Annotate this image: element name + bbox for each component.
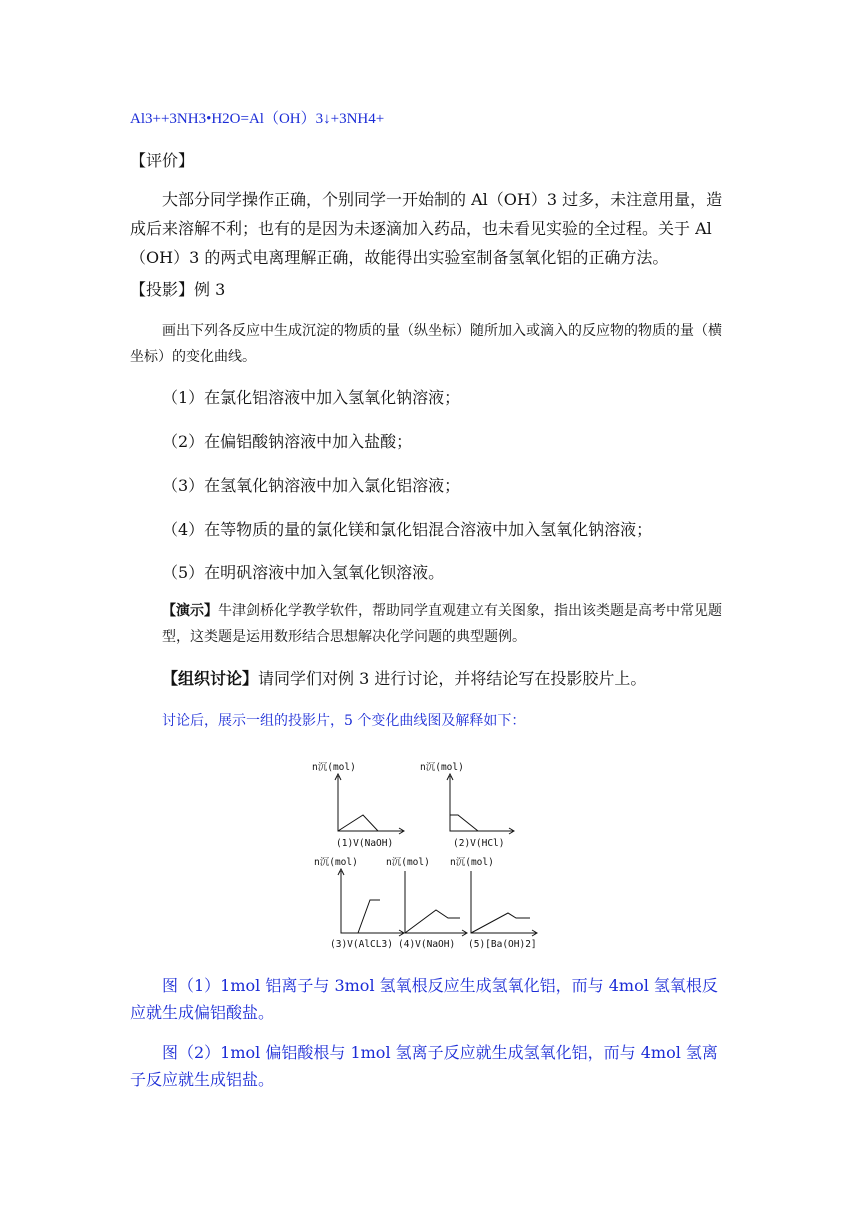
- demo-label: 【演示】: [162, 603, 218, 619]
- chart2-y-label: n沉(mol): [420, 762, 464, 773]
- curves-figure: [308, 758, 558, 954]
- curves-svg: [308, 758, 558, 954]
- discuss-paragraph: [162, 665, 762, 692]
- chart5-y-label: n沉(mol): [450, 857, 494, 868]
- chart4-y-label: n沉(mol): [386, 857, 430, 868]
- chart4-curve: [405, 910, 460, 933]
- chart2-arrows: [447, 774, 514, 834]
- chart1-arrows: [335, 774, 404, 834]
- discuss-text: 请同学们对例 3 进行讨论，并将结论写在投影胶片上。: [258, 669, 647, 688]
- chart2-axes: [450, 776, 513, 831]
- list-item-4: （4）在等物质的量的氯化镁和氯化铝混合溶液中加入氢氧化钠溶液；: [162, 520, 653, 539]
- list-item-5: （5）在明矾溶液中加入氢氧化钡溶液。: [162, 563, 445, 582]
- chart1-caption: (1)V(NaOH): [336, 838, 394, 849]
- chart3-caption: (3)V(AlCL3): [330, 939, 393, 950]
- chart4-caption: (4)V(NaOH): [398, 939, 456, 950]
- chart3-arrows: [338, 869, 404, 936]
- chart5-axes: [471, 871, 536, 933]
- chart2-caption: (2)V(HCl): [453, 838, 505, 849]
- chart3-y-label: n沉(mol): [314, 857, 358, 868]
- explanation-1: 图（1）1mol 铝离子与 3mol 氢氧根反应生成氢氧化铝，而与 4mol 氢氧根反应就生成偏铝酸盐。: [130, 976, 718, 1022]
- explanation-2: 图（2）1mol 偏铝酸根与 1mol 氢离子反应就生成氢氧化铝，而与 4mol 氢离子反应就生成铝盐。: [130, 1043, 718, 1089]
- chart4-axes: [405, 871, 466, 933]
- chart3-axes: [341, 871, 403, 933]
- list-item-1: （1）在氯化铝溶液中加入氢氧化钠溶液；: [162, 388, 461, 407]
- after-discussion-text: 讨论后，展示一组的投影片，5 个变化曲线图及解释如下：: [162, 713, 526, 729]
- projection-heading: 【投影】例 3: [130, 280, 226, 299]
- ionic-equation: Al3++3NH3•H2O=Al（OH）3↓+3NH4+: [130, 111, 385, 127]
- chart5-curve: [471, 913, 530, 933]
- demo-paragraph: [162, 598, 732, 650]
- demo-text: 牛津剑桥化学教学软件，帮助同学直观建立有关图象，指出该类题是高考中常见题型，这类题是运用数形结合思想解决化学问题的典型题例。: [162, 603, 722, 645]
- chart2-curve: [450, 815, 478, 831]
- eval-heading: 【评价】: [130, 151, 195, 170]
- discuss-label: 【组织讨论】: [162, 669, 259, 688]
- chart1-curve: [338, 815, 378, 831]
- list-item-2: （2）在偏铝酸钠溶液中加入盐酸；: [162, 432, 413, 451]
- chart3-curve: [358, 900, 380, 933]
- eval-paragraph: 大部分同学操作正确，个别同学一开始制的 Al（OH）3 过多，未注意用量，造成后来溶解不利；也有的是因为未逐滴加入药品，也未看见实验的全过程。关于 Al（OH）3 的两式电离理解正确，故能得出实验室制备氢氧化铝的正确方法。: [130, 190, 723, 267]
- list-item-3: （3）在氢氧化钠溶液中加入氯化铝溶液；: [162, 476, 461, 495]
- chart1-y-label: n沉(mol): [312, 762, 356, 773]
- problem-intro: 画出下列各反应中生成沉淀的物质的量（纵坐标）随所加入或滴入的反应物的物质的量（横坐标）的变化曲线。: [130, 323, 722, 365]
- chart5-caption: (5)[Ba(OH)2]: [468, 939, 537, 950]
